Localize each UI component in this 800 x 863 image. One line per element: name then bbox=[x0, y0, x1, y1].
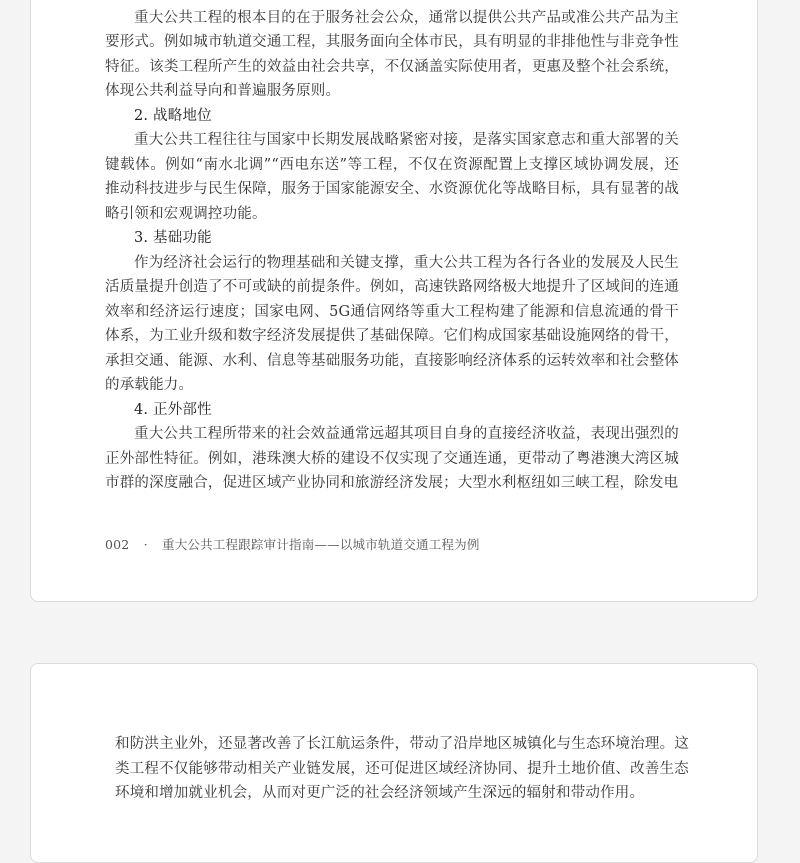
paragraph-continued: 和防洪主业外，还显著改善了长江航运条件，带动了沿岸地区城镇化与生态环境治理。这类工程不仅能够带动相关产业链发展，还可促进区域经济协同、提升土地价值、改善生态环境和增加就业机会，从而对更广泛的社会经济领域产生深远的辐射和带动作用。 bbox=[115, 736, 689, 801]
document-page bbox=[30, 0, 758, 602]
section-heading-positive-externality: 4. 正外部性 bbox=[134, 401, 212, 418]
page-body bbox=[105, 0, 679, 496]
paragraph-public-attribute: 重大公共工程的根本目的在于服务社会公众，通常以提供公共产品或准公共产品为主要形式。例如城市轨道交通工程，其服务面向全体市民，具有明显的非排他性与非竞争性特征。该类工程所产生的效益由社会共享，不仅涵盖实际使用者，更惠及整个社会系统，体现公共利益导向和普遍服务原则。 bbox=[105, 9, 679, 99]
page-body bbox=[115, 732, 689, 806]
paragraph-positive-externality: 重大公共工程所带来的社会效益通常远超其项目自身的直接经济收益，表现出强烈的正外部性特征。例如，港珠澳大桥的建设不仅实现了交通连通，更带动了粤港澳大湾区城市群的深度融合，促进区域产业协同和旅游经济发展；大型水利枢纽如三峡工程，除发电 bbox=[105, 426, 679, 491]
document-page bbox=[30, 663, 758, 863]
page-number: 002 bbox=[105, 537, 130, 552]
section-heading-basic-function: 3. 基础功能 bbox=[134, 230, 212, 246]
paragraph-basic-function: 作为经济社会运行的物理基础和关键支撑，重大公共工程为各行各业的发展及人民生活质量提升创造了不可或缺的前提条件。例如，高速铁路网络极大地提升了区域间的连通效率和经济运行速度；国家电网、5G通信网络等重大工程构建了能源和信息流通的骨干体系，为工业升级和数字经济发展提供了基础保障。它们构成国家基础设施网络的骨干，承担交通、能源、水利、信息等基础服务功能，直接影响经济体系的运转效率和社会整体的承载能力。 bbox=[105, 254, 679, 393]
paragraph-strategic-position: 重大公共工程往往与国家中长期发展战略紧密对接，是落实国家意志和重大部署的关键载体。例如“南水北调”“西电东送”等工程，不仅在资源配置上支撑区域协调发展，还推动科技进步与民生保障，服务于国家能源安全、水资源优化等战略目标，具有显著的战略引领和宏观调控功能。 bbox=[105, 132, 679, 222]
running-book-title: 重大公共工程跟踪审计指南——以城市轨道交通工程为例 bbox=[162, 537, 480, 552]
page-footer bbox=[105, 535, 480, 553]
section-heading-strategic-position: 2. 战略地位 bbox=[134, 107, 212, 124]
footer-separator: · bbox=[143, 537, 148, 552]
